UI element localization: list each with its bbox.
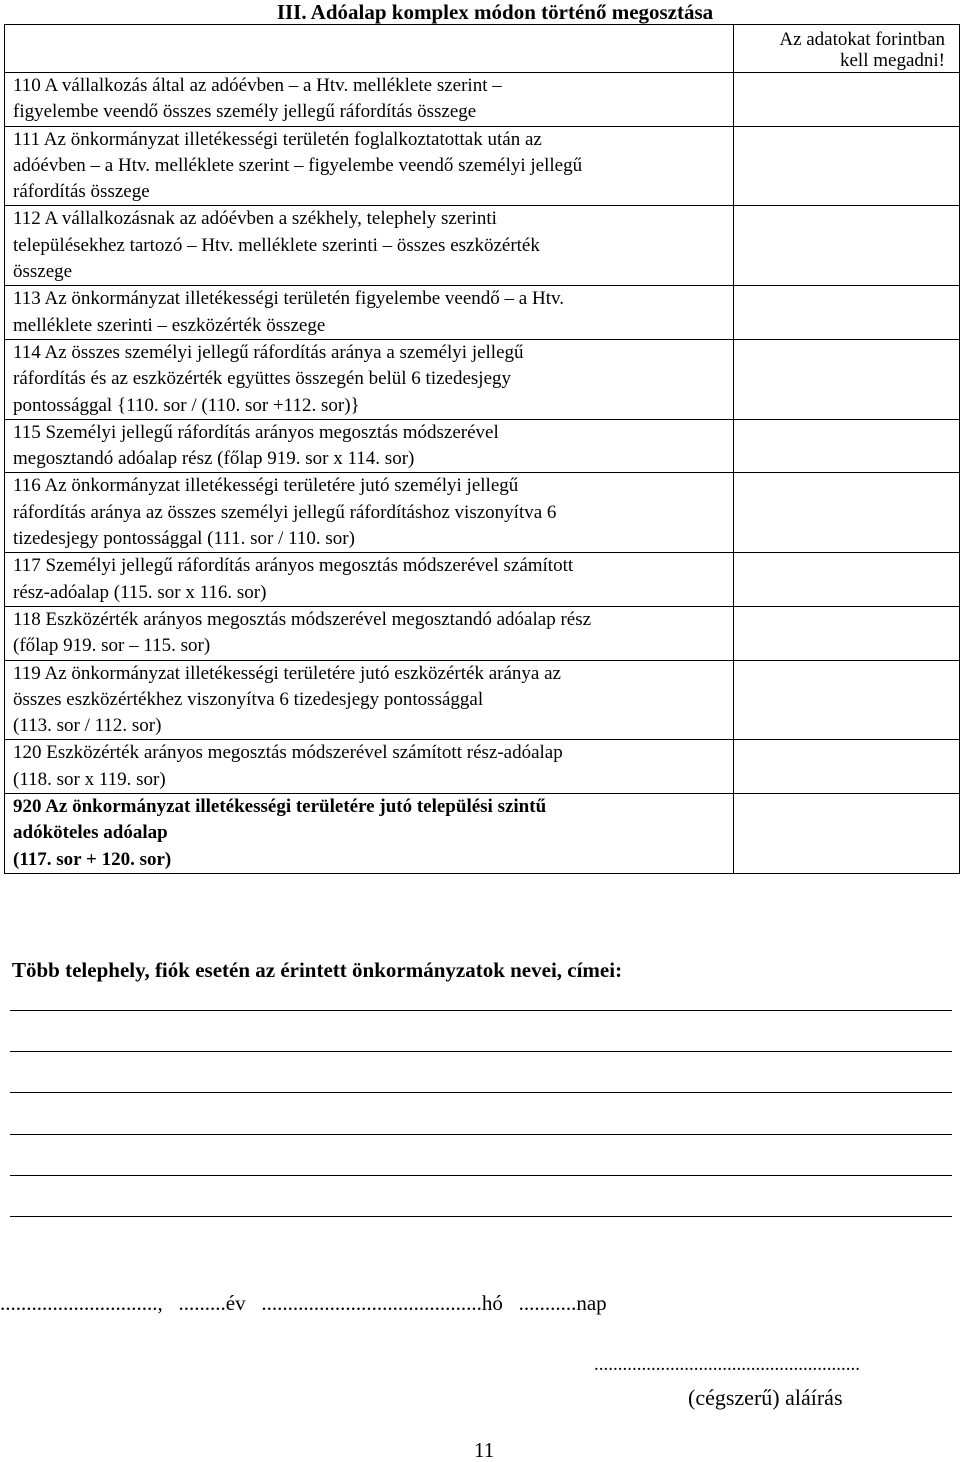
row-label-line: rész-adóalap (115. sor x 116. sor) — [13, 581, 267, 603]
row-label-line: 117 Személyi jellegű ráfordítás arányos megosztás módszerével számított — [13, 555, 574, 577]
row-label-line: 111 Az önkormányzat illetékességi területén foglalkoztatottak után az — [13, 128, 542, 150]
amount-input-cell[interactable] — [734, 794, 960, 874]
table-header-row — [5, 25, 960, 73]
amount-input-cell[interactable] — [734, 73, 960, 127]
amount-input-cell[interactable] — [734, 126, 960, 206]
row-label-line: 115 Személyi jellegű ráfordítás arányos megosztás módszerével — [13, 421, 499, 443]
header-empty-cell — [5, 25, 734, 73]
row-label-line: 113 Az önkormányzat illetékességi területén figyelembe veendő – a Htv. — [13, 288, 564, 310]
form-table — [4, 24, 960, 874]
row-label-line: (113. sor / 112. sor) — [13, 715, 162, 737]
table-row — [5, 339, 960, 419]
row-label-line: 116 Az önkormányzat illetékességi területére jutó személyi jellegű — [13, 475, 519, 497]
row-label-line: ráfordítás összege — [13, 181, 150, 203]
table-row — [5, 286, 960, 340]
table-row — [5, 126, 960, 206]
address-input-line[interactable] — [10, 1216, 952, 1217]
signature-label: (cégszerű) aláírás — [688, 1385, 843, 1410]
row-label-line: adóévben – a Htv. melléklete szerint – figyelembe veendő személyi jellegű — [13, 154, 583, 176]
currency-note-line: kell megadni! — [840, 50, 945, 71]
currency-note-line: Az adatokat forintban — [779, 29, 945, 50]
row-label-line: pontossággal {110. sor / (110. sor +112. sor)} — [13, 394, 360, 416]
row-label — [5, 339, 734, 419]
amount-input-cell[interactable] — [734, 206, 960, 286]
signature-line[interactable]: ........................................................ — [594, 1354, 860, 1375]
address-input-line[interactable] — [10, 1010, 952, 1011]
row-label — [5, 553, 734, 607]
row-label-line: melléklete szerinti – eszközérték összege — [13, 314, 326, 336]
row-label-line: adóköteles adóalap — [13, 822, 168, 844]
table-row — [5, 419, 960, 473]
row-label — [5, 794, 734, 874]
row-label — [5, 286, 734, 340]
row-label-line: megosztandó adóalap rész (főlap 919. sor x 114. sor) — [13, 448, 415, 470]
row-label-line: 119 Az önkormányzat illetékességi területére jutó eszközérték aránya az — [13, 662, 561, 684]
row-label-line: 114 Az összes személyi jellegű ráfordítás aránya a személyi jellegű — [13, 341, 524, 363]
row-label-line: összes eszközértékhez viszonyítva 6 tizedesjegy pontossággal — [13, 688, 484, 710]
currency-note — [734, 25, 960, 73]
address-input-line[interactable] — [10, 1051, 952, 1052]
amount-input-cell[interactable] — [734, 286, 960, 340]
row-label — [5, 419, 734, 473]
amount-input-cell[interactable] — [734, 473, 960, 553]
row-label-line: (117. sor + 120. sor) — [13, 848, 172, 870]
table-row — [5, 606, 960, 660]
table-row — [5, 206, 960, 286]
row-label-line: összege — [13, 261, 73, 283]
row-label — [5, 740, 734, 794]
amount-input-cell[interactable] — [734, 740, 960, 794]
row-label-line: 118 Eszközérték arányos megosztás módszerével megosztandó adóalap rész — [13, 608, 592, 630]
amount-input-cell[interactable] — [734, 553, 960, 607]
page-title: III. Adóalap komplex módon történő megosztása — [276, 0, 714, 24]
row-label — [5, 73, 734, 127]
table-row — [5, 73, 960, 127]
row-label — [5, 206, 734, 286]
table-row — [5, 660, 960, 740]
table-row — [5, 794, 960, 874]
amount-input-cell[interactable] — [734, 660, 960, 740]
amount-input-cell[interactable] — [734, 339, 960, 419]
row-label-line: tizedesjegy pontossággal (111. sor / 110. sor) — [13, 528, 355, 550]
table-row — [5, 553, 960, 607]
row-label — [5, 473, 734, 553]
row-label-line: 112 A vállalkozásnak az adóévben a székhely, telephely szerinti — [13, 208, 497, 230]
address-input-line[interactable] — [10, 1175, 952, 1176]
amount-input-cell[interactable] — [734, 606, 960, 660]
table-row — [5, 473, 960, 553]
address-input-line[interactable] — [10, 1134, 952, 1135]
page-number: 11 — [474, 1438, 495, 1462]
section-heading: Több telephely, fiók esetén az érintett önkormányzatok nevei, címei: — [12, 958, 623, 982]
row-label-line: településekhez tartozó – Htv. melléklete szerinti – összes eszközérték — [13, 234, 540, 256]
row-label-line: (118. sor x 119. sor) — [13, 768, 166, 790]
row-label-line: 110 A vállalkozás által az adóévben – a Htv. melléklete szerint – — [13, 75, 502, 96]
table-row — [5, 740, 960, 794]
row-label — [5, 126, 734, 206]
row-label — [5, 606, 734, 660]
date-place-line[interactable]: .............................., .........év ..........................................hó ...........nap — [0, 1291, 607, 1315]
row-label — [5, 660, 734, 740]
row-label-line: (főlap 919. sor – 115. sor) — [13, 635, 211, 657]
row-label-line: 120 Eszközérték arányos megosztás módszerével számított rész-adóalap — [13, 742, 563, 764]
row-label-line: 920 Az önkormányzat illetékességi területére jutó települési szintű — [13, 796, 547, 818]
row-label-line: ráfordítás és az eszközérték együttes összegén belül 6 tizedesjegy — [13, 368, 512, 390]
address-input-line[interactable] — [10, 1092, 952, 1093]
amount-input-cell[interactable] — [734, 419, 960, 473]
row-label-line: ráfordítás aránya az összes személyi jellegű ráfordításhoz viszonyítva 6 — [13, 501, 557, 523]
row-label-line: figyelembe veendő összes személy jellegű ráfordítás összege — [13, 101, 477, 123]
